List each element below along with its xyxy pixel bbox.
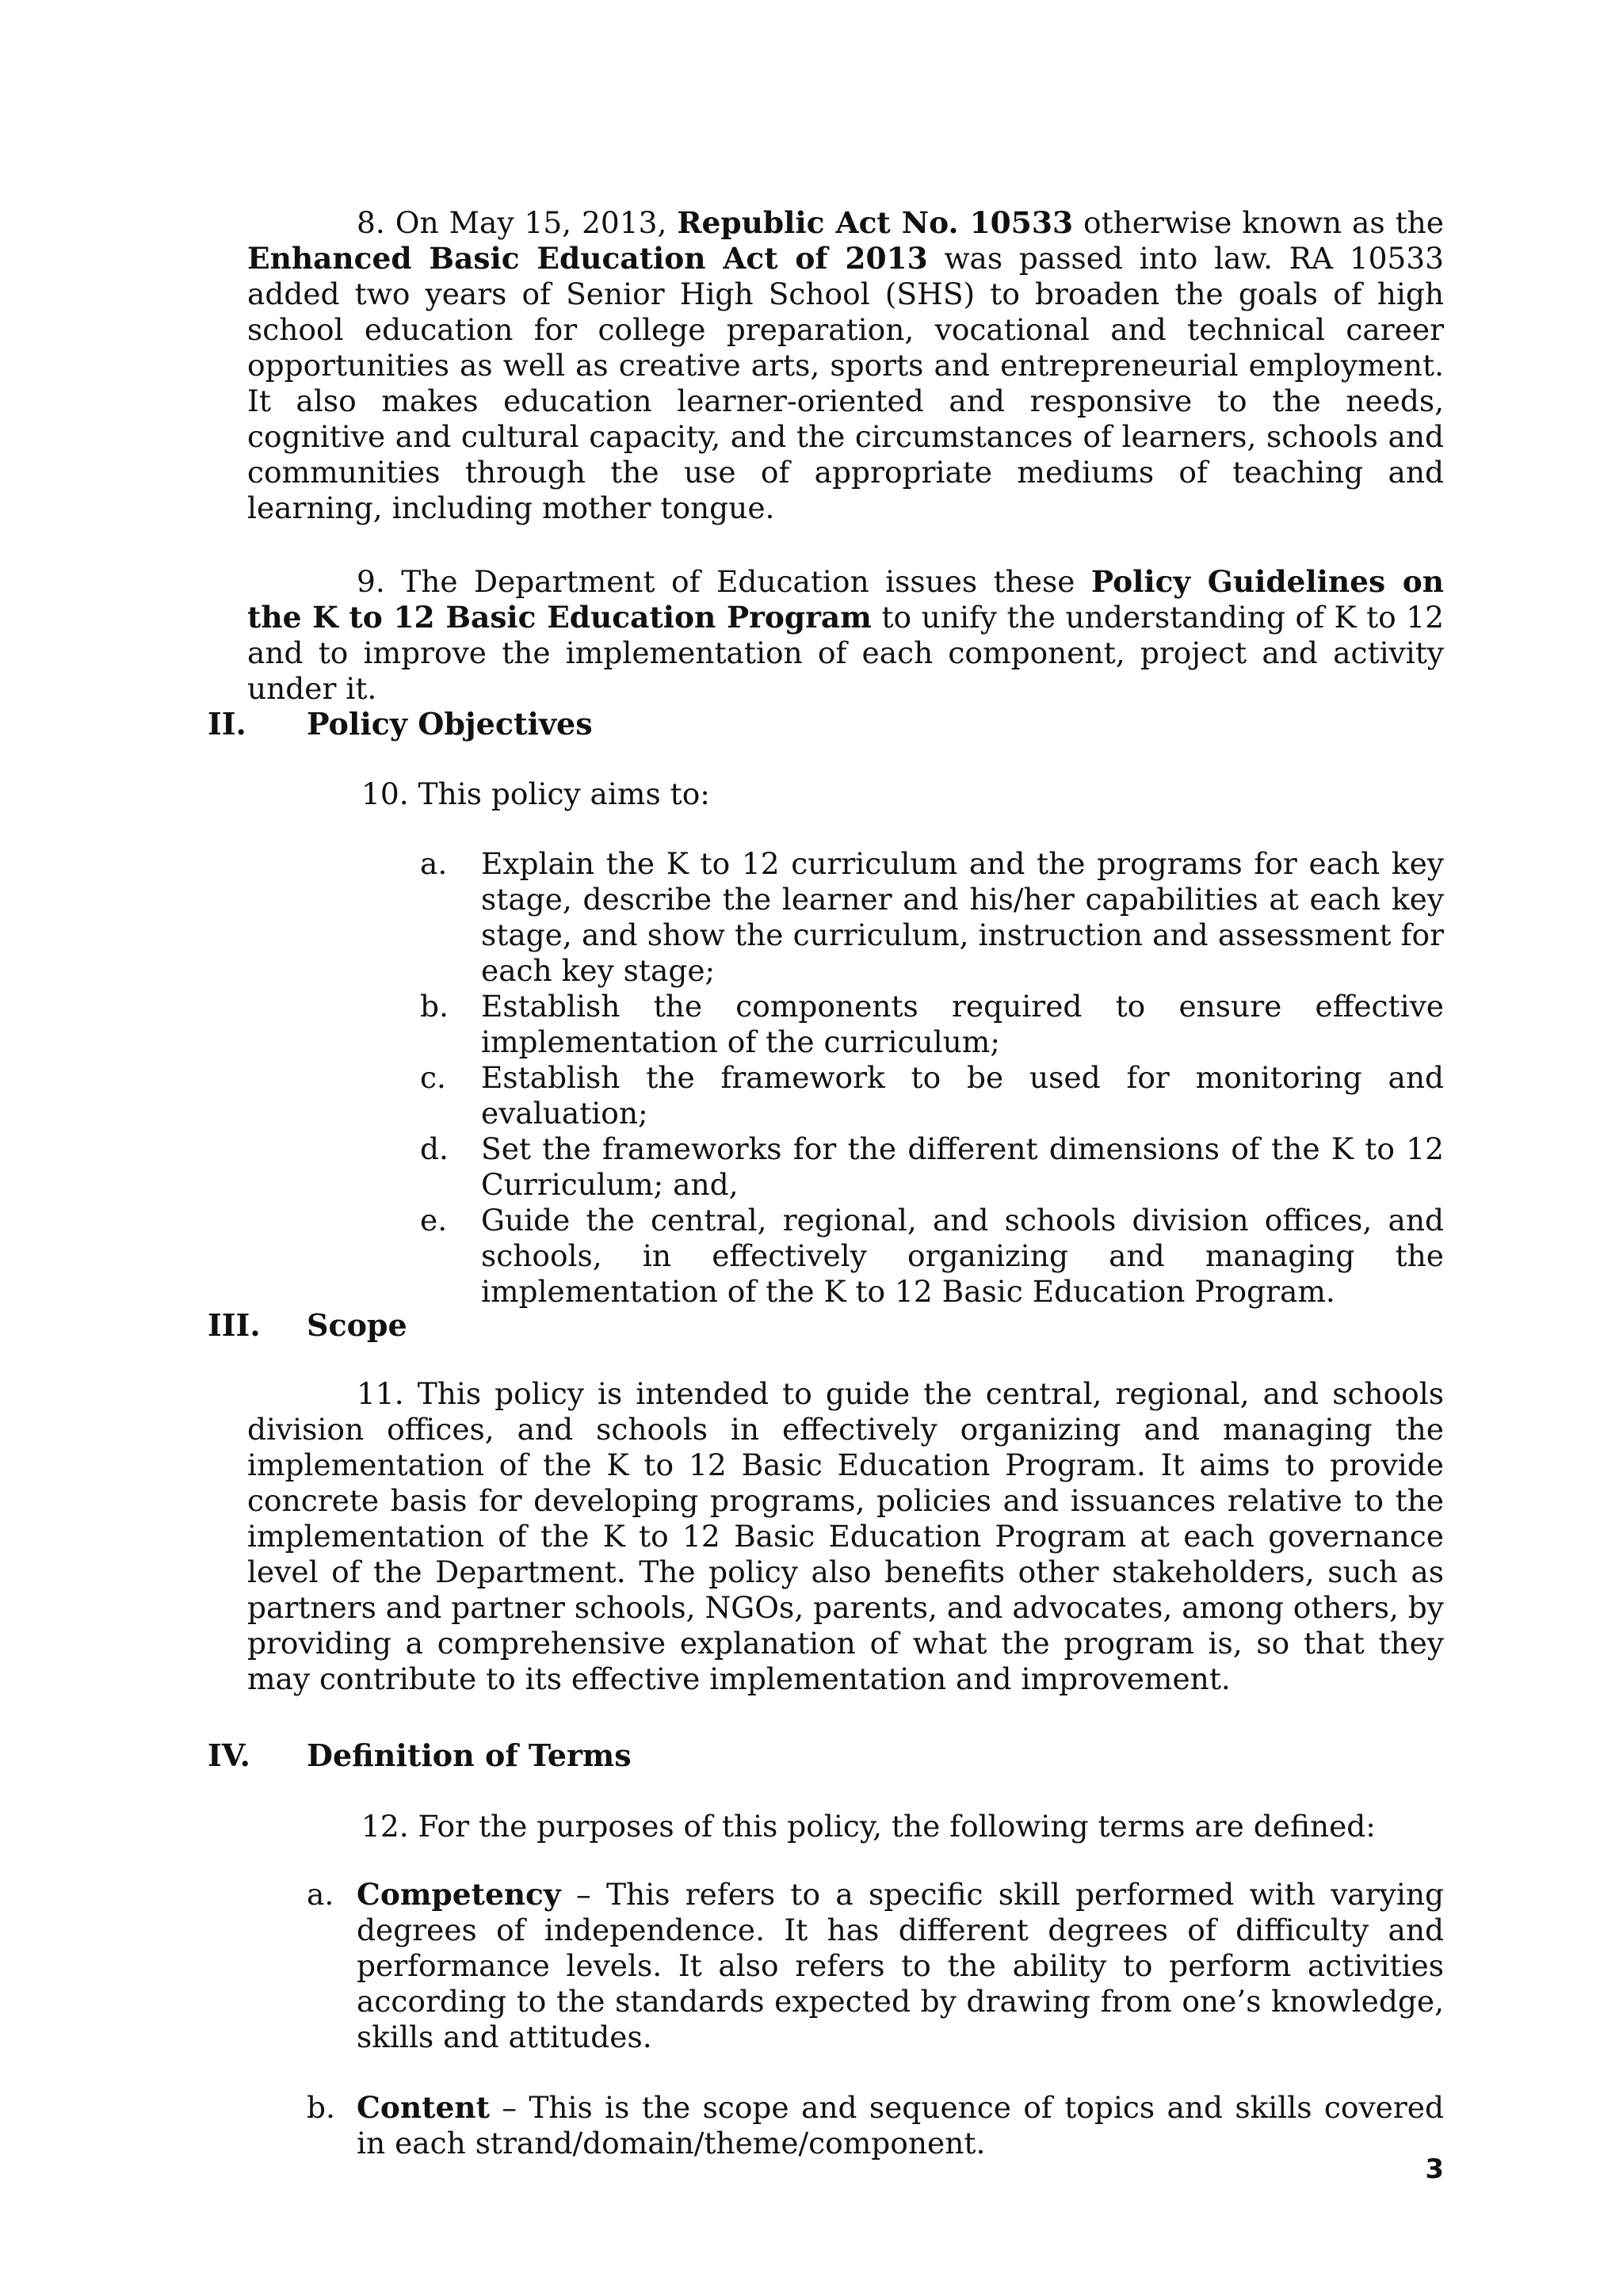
definition-item: a. Competency – This refers to a specific skill performed with varying degrees of independence. It has different degrees of difficulty and performance levels. It also refers to the ability to perform activities according to the standards expected by drawing from one’s knowledge, skills and attitudes.: [307, 1877, 1444, 2054]
defined-term: Competency: [357, 1877, 561, 1912]
list-item: a. Explain the K to 12 curriculum and the programs for each key stage, describe the learner and his/her capabilities at each key stage, and show the curriculum, instruction and assessment for each key stage;: [420, 846, 1444, 988]
paragraph-11: 11. This policy is intended to guide the central, regional, and schools division offices, and schools in effectively organizing and managing the implementation of the K to 12 Basic Education Program. It aims to provide concrete basis for developing programs, policies and issuances relative to the implementation of the K to 12 Basic Education Program at each governance level of the Department. The policy also benefits other stakeholders, such as partners and partner schools, NGOs, parents, and advocates, among others, by providing a comprehensive explanation of what the program is, so that they may contribute to its effective implementation and improvement.: [247, 1376, 1444, 1696]
paragraph-10-intro: 10. This policy aims to:: [361, 776, 710, 811]
paragraph-12-intro: 12. For the purposes of this policy, the following terms are defined:: [361, 1809, 1376, 1844]
defined-term: Content: [357, 2090, 490, 2125]
bold-term: Policy Guidelines on the K to 12 Basic Education Program: [247, 564, 1445, 635]
definition-item: b. Content – This is the scope and sequence of topics and skills covered in each strand/domain/theme/component.: [307, 2090, 1444, 2161]
definitions-list: [307, 1877, 1444, 2161]
bold-term: Enhanced Basic Education Act of 2013: [247, 241, 928, 276]
section-title: Definition of Terms: [307, 1737, 632, 1773]
list-item: b. Establish the components required to ensure effective implementation of the curriculum;: [420, 989, 1444, 1059]
page-number: 3: [1425, 2153, 1444, 2185]
list-item: c. Establish the framework to be used for monitoring and evaluation;: [420, 1060, 1444, 1131]
section-numeral: III.: [208, 1307, 261, 1343]
list-item: d. Set the frameworks for the different dimensions of the K to 12 Curriculum; and,: [420, 1131, 1444, 1202]
section-numeral: IV.: [208, 1737, 250, 1773]
section-title: Policy Objectives: [307, 706, 593, 742]
list-item: e. Guide the central, regional, and schools division offices, and schools, in effectively organizing and managing the implementation of the K to 12 Basic Education Program.: [420, 1203, 1444, 1309]
bold-term: Republic Act No. 10533: [677, 205, 1074, 240]
paragraph-8: 8. On May 15, 2013, Republic Act No. 10533 otherwise known as the Enhanced Basic Education Act of 2013 was passed into law. RA 10533 added two years of Senior High School (SHS) to broaden the goals of high school education for college preparation, vocational and technical career opportunities as well as creative arts, sports and entrepreneurial employment. It also makes education learner-oriented and responsive to the needs, cognitive and cultural capacity, and the circumstances of learners, schools and communities through the use of appropriate mediums of teaching and learning, including mother tongue.: [247, 205, 1445, 525]
objectives-list: [420, 846, 1444, 1310]
section-title: Scope: [307, 1307, 407, 1343]
paragraph-number: 8.: [357, 205, 385, 240]
section-numeral: II.: [208, 706, 246, 742]
paragraph-number: 9.: [357, 564, 385, 599]
paragraph-9: 9. The Department of Education issues these Policy Guidelines on the K to 12 Basic Education Program to unify the understanding of K to 12 and to improve the implementation of each component, project and activity under it.: [247, 564, 1445, 706]
